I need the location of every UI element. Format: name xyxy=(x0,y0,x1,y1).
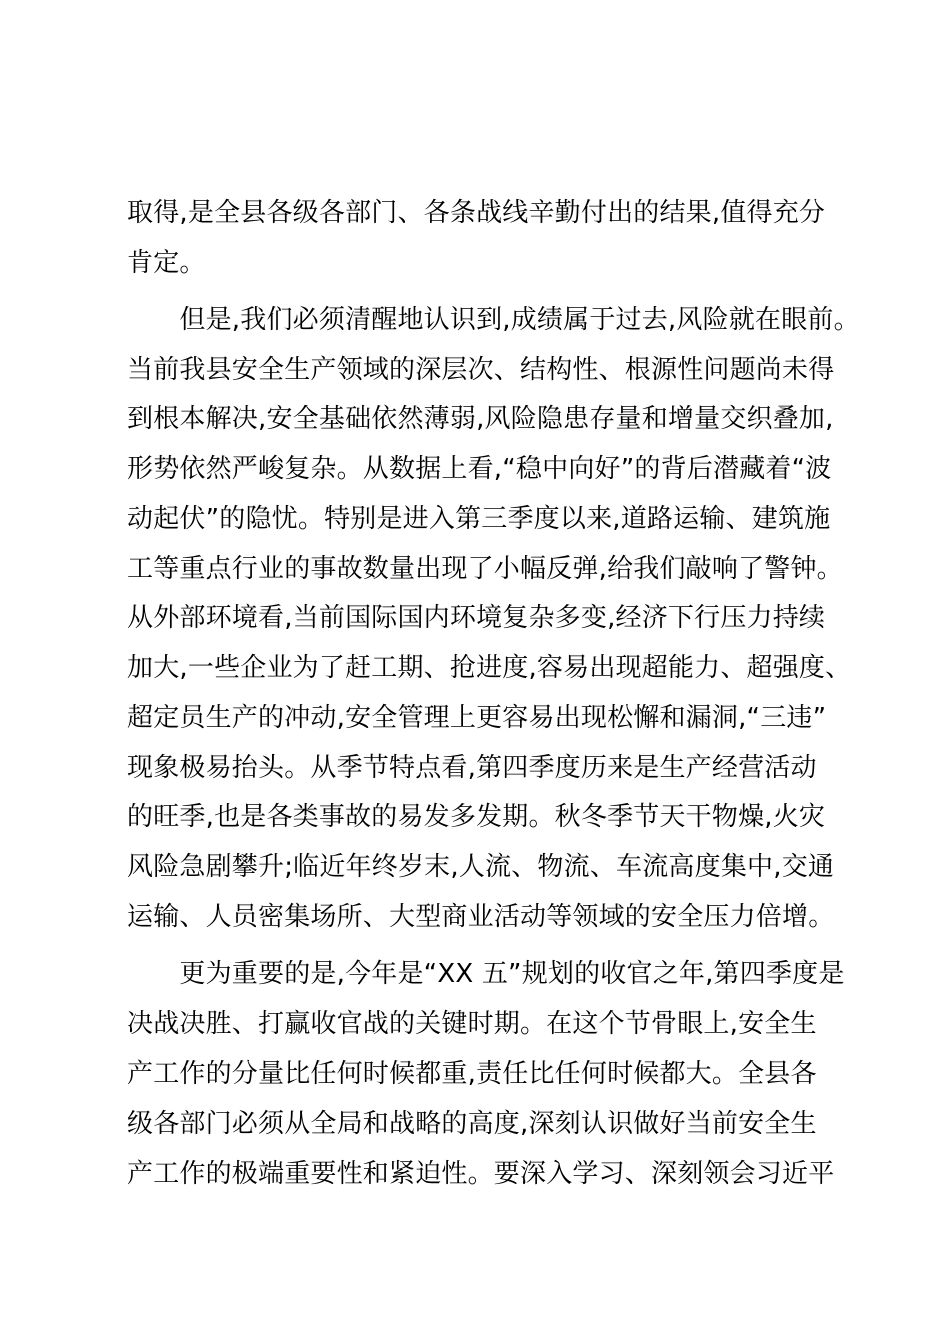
text-line: 肯定。 xyxy=(127,248,206,278)
text-line: 更为重要的是,今年是“XX 五”规划的收官之年,第四季度是 xyxy=(127,959,845,989)
text-line: 但是,我们必须清醒地认识到,成绩属于过去,风险就在眼前。 xyxy=(127,305,860,335)
text-line: 产工作的极端重要性和紧迫性。要深入学习、深刻领会习近平 xyxy=(127,1159,835,1189)
text-line: 形势依然严峻复杂。从数据上看,“稳中向好”的背后潜藏着“波 xyxy=(127,454,832,484)
text-line: 级各部门必须从全局和战略的高度,深刻认识做好当前安全生 xyxy=(127,1109,817,1139)
text-line: 当前我县安全生产领域的深层次、结构性、根源性问题尚未得 xyxy=(127,355,835,385)
text-line: 动起伏”的隐忧。特别是进入第三季度以来,道路运输、建筑施 xyxy=(127,504,831,534)
text-line: 从外部环境看,当前国际国内环境复杂多变,经济下行压力持续 xyxy=(127,603,826,633)
text-line: 现象极易抬头。从季节特点看,第四季度历来是生产经营活动 xyxy=(127,753,817,783)
text-line: 到根本解决,安全基础依然薄弱,风险隐患存量和增量交织叠加, xyxy=(127,404,834,434)
text-line: 风险急剧攀升;临近年终岁末,人流、物流、车流高度集中,交通 xyxy=(127,852,835,882)
text-line: 超定员生产的冲动,安全管理上更容易出现松懈和漏洞,“三违” xyxy=(127,703,827,733)
text-line: 加大,一些企业为了赶工期、抢进度,容易出现超能力、超强度、 xyxy=(127,653,852,683)
text-line: 的旺季,也是各类事故的易发多发期。秋冬季节天干物燥,火灾 xyxy=(127,802,826,832)
text-line: 工等重点行业的事故数量出现了小幅反弹,给我们敲响了警钟。 xyxy=(127,554,843,584)
text-line: 决战决胜、打赢收官战的关键时期。在这个节骨眼上,安全生 xyxy=(127,1009,817,1039)
text-line: 取得,是全县各级各部门、各条战线辛勤付出的结果,值得充分 xyxy=(127,198,826,228)
text-line: 产工作的分量比任何时候都重,责任比任何时候都大。全县各 xyxy=(127,1059,817,1089)
text-line: 运输、人员密集场所、大型商业活动等领域的安全压力倍增。 xyxy=(127,902,835,932)
